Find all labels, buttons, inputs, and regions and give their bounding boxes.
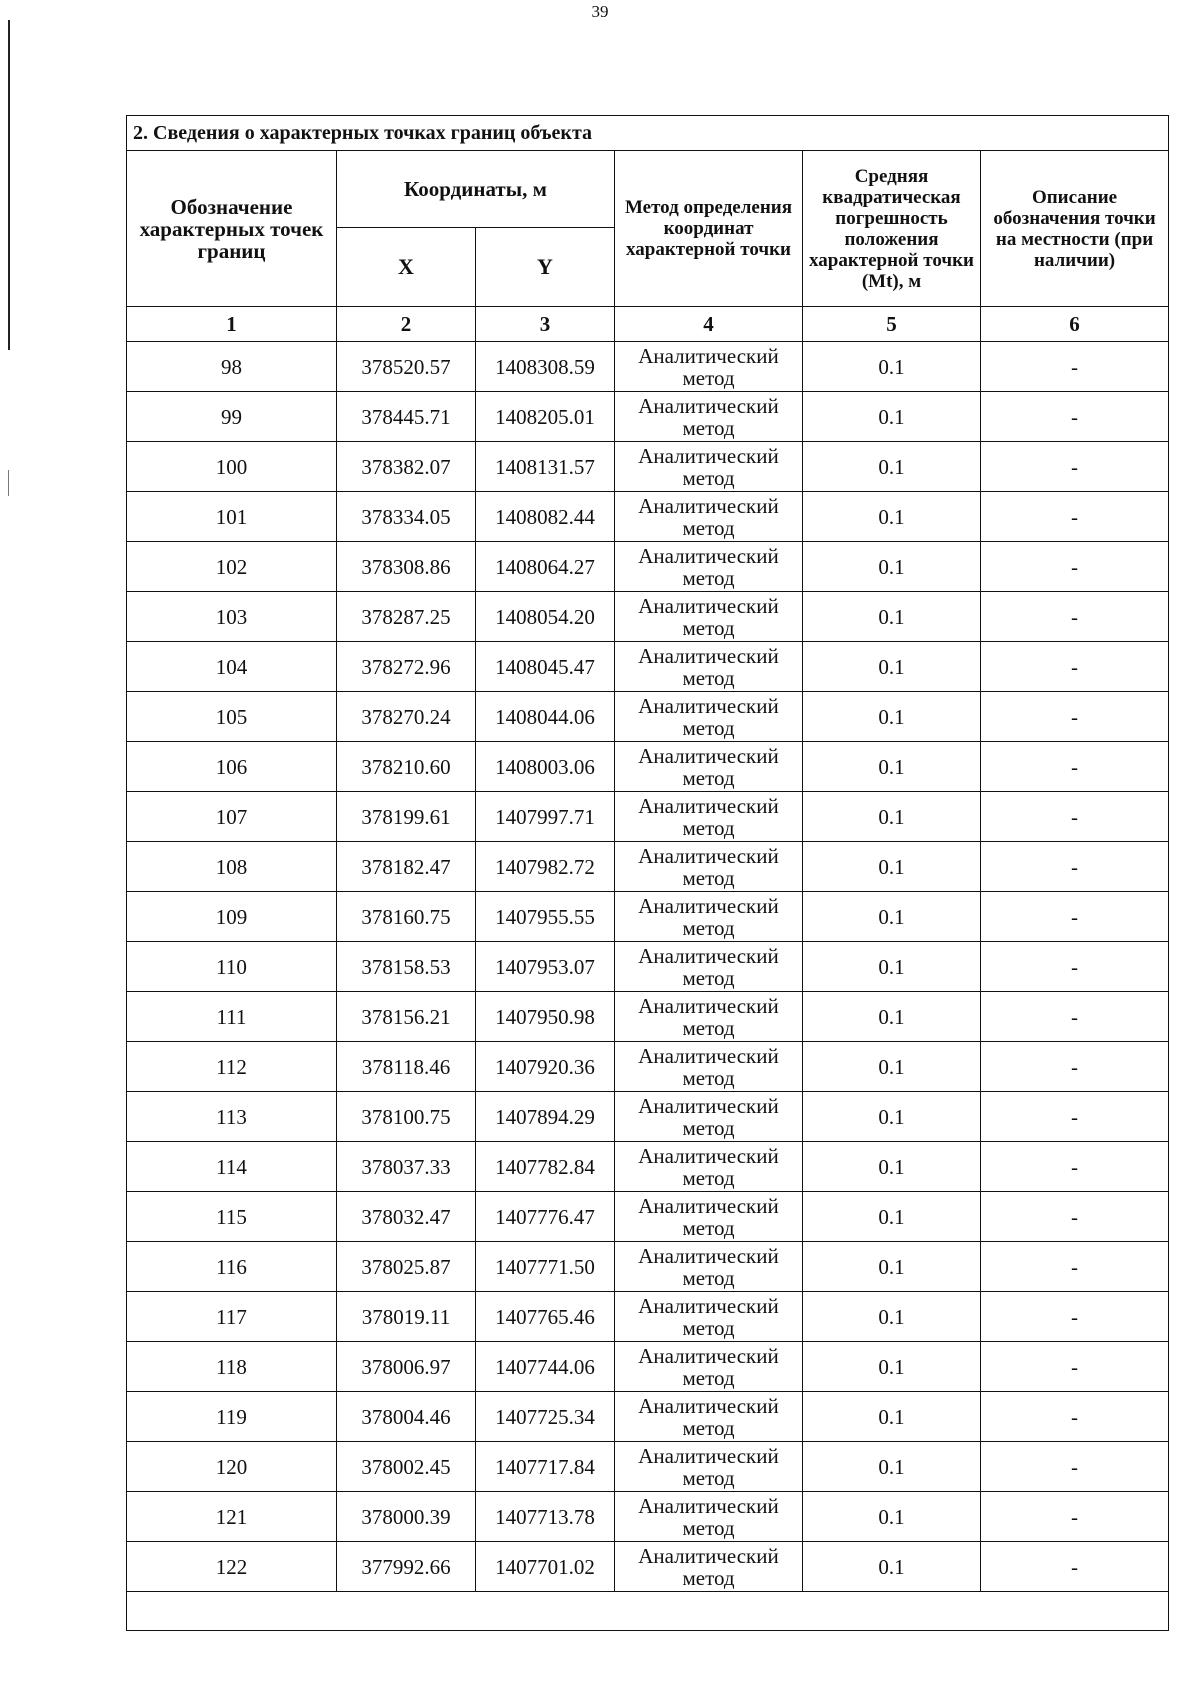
table-row: [127, 1542, 1169, 1592]
x-coordinate-cell: 378182.47: [337, 842, 476, 892]
table-row: [127, 642, 1169, 692]
x-coordinate-cell: 378334.05: [337, 492, 476, 542]
point-id-cell: 115: [127, 1192, 337, 1242]
header-x: X: [337, 228, 476, 307]
mean-error-cell: 0.1: [803, 1142, 981, 1192]
table-row: [127, 942, 1169, 992]
x-coordinate-cell: 377992.66: [337, 1542, 476, 1592]
table-row: [127, 1442, 1169, 1492]
header-y: Y: [476, 228, 615, 307]
y-coordinate-cell: 1408054.20: [476, 592, 615, 642]
point-id-cell: 104: [127, 642, 337, 692]
description-cell: -: [981, 842, 1169, 892]
description-cell: -: [981, 1442, 1169, 1492]
x-coordinate-cell: 378160.75: [337, 892, 476, 942]
x-coordinate-cell: 378025.87: [337, 1242, 476, 1292]
description-cell: -: [981, 1192, 1169, 1242]
empty-footer-row: [127, 1592, 1169, 1631]
description-cell: -: [981, 1242, 1169, 1292]
boundary-points-table: [126, 115, 1169, 1631]
point-id-cell: 117: [127, 1292, 337, 1342]
scan-margin-line: [8, 20, 10, 350]
method-cell: Аналитический метод: [615, 392, 803, 442]
header-mean-error: Средняя квадратическая погрешность положения характерной точки (Mt), м: [803, 151, 981, 307]
description-cell: -: [981, 692, 1169, 742]
y-coordinate-cell: 1408064.27: [476, 542, 615, 592]
x-coordinate-cell: 378520.57: [337, 342, 476, 392]
y-coordinate-cell: 1407771.50: [476, 1242, 615, 1292]
description-cell: -: [981, 1342, 1169, 1392]
mean-error-cell: 0.1: [803, 1492, 981, 1542]
description-cell: -: [981, 542, 1169, 592]
mean-error-cell: 0.1: [803, 942, 981, 992]
x-coordinate-cell: 378199.61: [337, 792, 476, 842]
mean-error-cell: 0.1: [803, 842, 981, 892]
mean-error-cell: 0.1: [803, 892, 981, 942]
mean-error-cell: 0.1: [803, 1092, 981, 1142]
description-cell: -: [981, 642, 1169, 692]
table-row: [127, 1192, 1169, 1242]
table-row: [127, 1342, 1169, 1392]
method-cell: Аналитический метод: [615, 1092, 803, 1142]
y-coordinate-cell: 1408131.57: [476, 442, 615, 492]
point-id-cell: 110: [127, 942, 337, 992]
table-row: [127, 1392, 1169, 1442]
point-id-cell: 113: [127, 1092, 337, 1142]
description-cell: -: [981, 1042, 1169, 1092]
mean-error-cell: 0.1: [803, 642, 981, 692]
point-id-cell: 122: [127, 1542, 337, 1592]
point-id-cell: 107: [127, 792, 337, 842]
mean-error-cell: 0.1: [803, 1242, 981, 1292]
x-coordinate-cell: 378004.46: [337, 1392, 476, 1442]
table-row: [127, 342, 1169, 392]
y-coordinate-cell: 1407713.78: [476, 1492, 615, 1542]
point-id-cell: 103: [127, 592, 337, 642]
y-coordinate-cell: 1408003.06: [476, 742, 615, 792]
table-row: [127, 1142, 1169, 1192]
point-id-cell: 120: [127, 1442, 337, 1492]
column-number: 4: [615, 307, 803, 342]
point-id-cell: 109: [127, 892, 337, 942]
point-id-cell: 116: [127, 1242, 337, 1292]
y-coordinate-cell: 1407997.71: [476, 792, 615, 842]
y-coordinate-cell: 1407701.02: [476, 1542, 615, 1592]
y-coordinate-cell: 1407955.55: [476, 892, 615, 942]
table-row: [127, 792, 1169, 842]
y-coordinate-cell: 1408082.44: [476, 492, 615, 542]
point-id-cell: 105: [127, 692, 337, 742]
method-cell: Аналитический метод: [615, 842, 803, 892]
x-coordinate-cell: 378002.45: [337, 1442, 476, 1492]
table-row: [127, 392, 1169, 442]
description-cell: -: [981, 492, 1169, 542]
table-row: [127, 442, 1169, 492]
scan-margin-line: [8, 470, 9, 496]
method-cell: Аналитический метод: [615, 492, 803, 542]
column-number: 5: [803, 307, 981, 342]
point-id-cell: 98: [127, 342, 337, 392]
method-cell: Аналитический метод: [615, 642, 803, 692]
method-cell: Аналитический метод: [615, 1342, 803, 1392]
description-cell: -: [981, 1542, 1169, 1592]
method-cell: Аналитический метод: [615, 1492, 803, 1542]
method-cell: Аналитический метод: [615, 692, 803, 742]
description-cell: -: [981, 1492, 1169, 1542]
y-coordinate-cell: 1407744.06: [476, 1342, 615, 1392]
method-cell: Аналитический метод: [615, 942, 803, 992]
mean-error-cell: 0.1: [803, 542, 981, 592]
description-cell: -: [981, 1292, 1169, 1342]
method-cell: Аналитический метод: [615, 742, 803, 792]
x-coordinate-cell: 378006.97: [337, 1342, 476, 1392]
page-number: 39: [591, 2, 609, 21]
x-coordinate-cell: 378156.21: [337, 992, 476, 1042]
y-coordinate-cell: 1407725.34: [476, 1392, 615, 1442]
table-body: [127, 342, 1169, 1592]
point-id-cell: 114: [127, 1142, 337, 1192]
method-cell: Аналитический метод: [615, 442, 803, 492]
x-coordinate-cell: 378019.11: [337, 1292, 476, 1342]
x-coordinate-cell: 378210.60: [337, 742, 476, 792]
mean-error-cell: 0.1: [803, 792, 981, 842]
mean-error-cell: 0.1: [803, 1292, 981, 1342]
column-number: 3: [476, 307, 615, 342]
mean-error-cell: 0.1: [803, 992, 981, 1042]
x-coordinate-cell: 378445.71: [337, 392, 476, 442]
description-cell: -: [981, 742, 1169, 792]
description-cell: -: [981, 1392, 1169, 1442]
description-cell: -: [981, 942, 1169, 992]
mean-error-cell: 0.1: [803, 342, 981, 392]
header-coordinates: Координаты, м: [337, 151, 615, 228]
method-cell: Аналитический метод: [615, 1192, 803, 1242]
x-coordinate-cell: 378308.86: [337, 542, 476, 592]
mean-error-cell: 0.1: [803, 492, 981, 542]
table-row: [127, 1492, 1169, 1542]
table-row: [127, 592, 1169, 642]
description-cell: -: [981, 392, 1169, 442]
method-cell: Аналитический метод: [615, 1442, 803, 1492]
table-row: [127, 742, 1169, 792]
description-cell: -: [981, 442, 1169, 492]
method-cell: Аналитический метод: [615, 792, 803, 842]
x-coordinate-cell: 378037.33: [337, 1142, 476, 1192]
table-row: [127, 1092, 1169, 1142]
section-title: 2. Сведения о характерных точках границ объекта: [127, 116, 1169, 151]
point-id-cell: 101: [127, 492, 337, 542]
table-row: [127, 842, 1169, 892]
method-cell: Аналитический метод: [615, 892, 803, 942]
table-row: [127, 1042, 1169, 1092]
method-cell: Аналитический метод: [615, 342, 803, 392]
description-cell: -: [981, 592, 1169, 642]
y-coordinate-cell: 1408308.59: [476, 342, 615, 392]
x-coordinate-cell: 378032.47: [337, 1192, 476, 1242]
x-coordinate-cell: 378382.07: [337, 442, 476, 492]
point-id-cell: 119: [127, 1392, 337, 1442]
table-row: [127, 492, 1169, 542]
description-cell: -: [981, 892, 1169, 942]
x-coordinate-cell: 378270.24: [337, 692, 476, 742]
header-point-designation: Обозначение характерных точек границ: [127, 151, 337, 307]
y-coordinate-cell: 1408044.06: [476, 692, 615, 742]
column-number-row: [127, 307, 1169, 342]
method-cell: Аналитический метод: [615, 1042, 803, 1092]
description-cell: -: [981, 342, 1169, 392]
description-cell: -: [981, 792, 1169, 842]
table-row: [127, 1242, 1169, 1292]
x-coordinate-cell: 378158.53: [337, 942, 476, 992]
header-method: Метод определения координат характерной точки: [615, 151, 803, 307]
point-id-cell: 102: [127, 542, 337, 592]
mean-error-cell: 0.1: [803, 742, 981, 792]
description-cell: -: [981, 1142, 1169, 1192]
x-coordinate-cell: 378287.25: [337, 592, 476, 642]
method-cell: Аналитический метод: [615, 1392, 803, 1442]
x-coordinate-cell: 378100.75: [337, 1092, 476, 1142]
y-coordinate-cell: 1407950.98: [476, 992, 615, 1042]
mean-error-cell: 0.1: [803, 1442, 981, 1492]
method-cell: Аналитический метод: [615, 1542, 803, 1592]
y-coordinate-cell: 1407894.29: [476, 1092, 615, 1142]
mean-error-cell: 0.1: [803, 392, 981, 442]
table-row: [127, 542, 1169, 592]
description-cell: -: [981, 1092, 1169, 1142]
mean-error-cell: 0.1: [803, 442, 981, 492]
mean-error-cell: 0.1: [803, 1542, 981, 1592]
x-coordinate-cell: 378272.96: [337, 642, 476, 692]
y-coordinate-cell: 1408205.01: [476, 392, 615, 442]
mean-error-cell: 0.1: [803, 1192, 981, 1242]
table-row: [127, 892, 1169, 942]
header-description: Описание обозначения точки на местности (при наличии): [981, 151, 1169, 307]
point-id-cell: 118: [127, 1342, 337, 1392]
y-coordinate-cell: 1407717.84: [476, 1442, 615, 1492]
column-number: 2: [337, 307, 476, 342]
y-coordinate-cell: 1407782.84: [476, 1142, 615, 1192]
y-coordinate-cell: 1407765.46: [476, 1292, 615, 1342]
method-cell: Аналитический метод: [615, 1142, 803, 1192]
mean-error-cell: 0.1: [803, 1392, 981, 1442]
y-coordinate-cell: 1407953.07: [476, 942, 615, 992]
point-id-cell: 111: [127, 992, 337, 1042]
mean-error-cell: 0.1: [803, 592, 981, 642]
x-coordinate-cell: 378000.39: [337, 1492, 476, 1542]
point-id-cell: 100: [127, 442, 337, 492]
column-number: 6: [981, 307, 1169, 342]
method-cell: Аналитический метод: [615, 1242, 803, 1292]
y-coordinate-cell: 1407776.47: [476, 1192, 615, 1242]
column-number: 1: [127, 307, 337, 342]
x-coordinate-cell: 378118.46: [337, 1042, 476, 1092]
mean-error-cell: 0.1: [803, 1342, 981, 1392]
method-cell: Аналитический метод: [615, 992, 803, 1042]
method-cell: Аналитический метод: [615, 542, 803, 592]
point-id-cell: 112: [127, 1042, 337, 1092]
point-id-cell: 108: [127, 842, 337, 892]
method-cell: Аналитический метод: [615, 1292, 803, 1342]
method-cell: Аналитический метод: [615, 592, 803, 642]
mean-error-cell: 0.1: [803, 1042, 981, 1092]
y-coordinate-cell: 1408045.47: [476, 642, 615, 692]
point-id-cell: 121: [127, 1492, 337, 1542]
mean-error-cell: 0.1: [803, 692, 981, 742]
table-row: [127, 992, 1169, 1042]
table-row: [127, 1292, 1169, 1342]
y-coordinate-cell: 1407920.36: [476, 1042, 615, 1092]
y-coordinate-cell: 1407982.72: [476, 842, 615, 892]
point-id-cell: 106: [127, 742, 337, 792]
table-row: [127, 692, 1169, 742]
point-id-cell: 99: [127, 392, 337, 442]
description-cell: -: [981, 992, 1169, 1042]
